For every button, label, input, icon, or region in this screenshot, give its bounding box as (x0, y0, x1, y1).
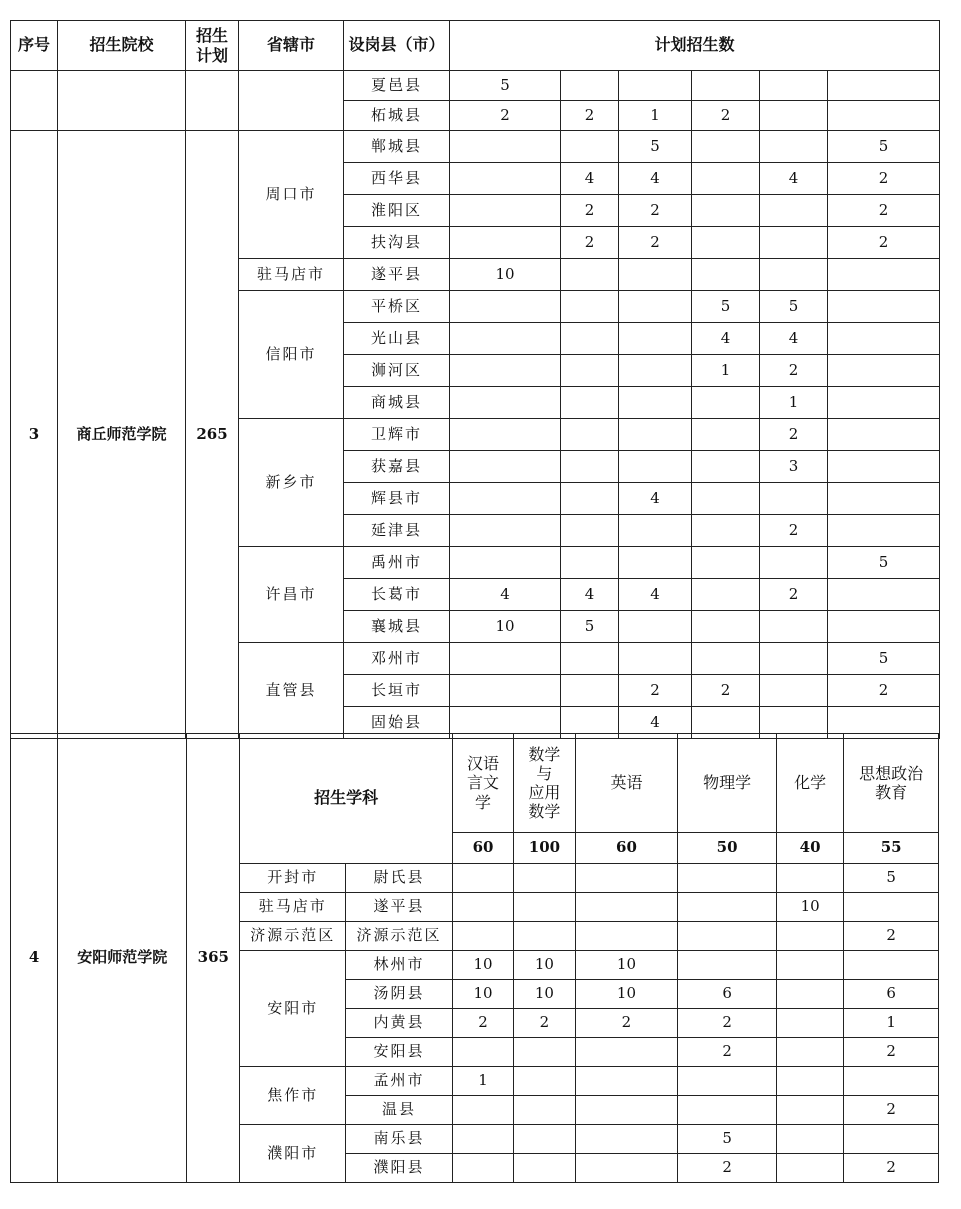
count-cell: 2 (828, 195, 940, 227)
count-cell: 2 (844, 1096, 939, 1125)
count-cell: 4 (760, 163, 828, 195)
count-cell: 2 (575, 1009, 678, 1038)
subject-quota: 60 (452, 833, 513, 864)
count-cell (514, 1096, 575, 1125)
count-cell: 2 (760, 419, 828, 451)
count-cell: 6 (678, 980, 777, 1009)
header-row (11, 21, 940, 71)
county-cell: 南乐县 (346, 1125, 453, 1154)
count-cell (561, 515, 619, 547)
county-cell: 固始县 (344, 707, 450, 739)
count-cell (561, 451, 619, 483)
count-cell: 4 (760, 323, 828, 355)
county-cell: 襄城县 (344, 611, 450, 643)
count-cell (678, 864, 777, 893)
count-cell (776, 1154, 843, 1183)
county-cell: 柘城县 (344, 101, 450, 131)
count-cell (452, 1038, 513, 1067)
county-cell: 遂平县 (346, 893, 453, 922)
count-cell (450, 387, 561, 419)
count-cell: 10 (575, 951, 678, 980)
count-cell: 10 (450, 259, 561, 291)
count-cell (760, 483, 828, 515)
count-cell (575, 1154, 678, 1183)
count-cell: 6 (844, 980, 939, 1009)
count-cell (514, 1038, 575, 1067)
count-cell (561, 355, 619, 387)
count-cell (561, 259, 619, 291)
count-cell (450, 163, 561, 195)
count-cell (450, 131, 561, 163)
count-cell: 2 (619, 675, 692, 707)
count-cell (619, 355, 692, 387)
count-cell (561, 387, 619, 419)
count-cell (828, 387, 940, 419)
count-cell (678, 1067, 777, 1096)
city-cell: 濮阳市 (240, 1125, 346, 1183)
county-cell: 卫辉市 (344, 419, 450, 451)
count-cell (776, 1038, 843, 1067)
count-cell (575, 893, 678, 922)
count-cell: 2 (678, 1154, 777, 1183)
subject-name: 思想政治 教育 (844, 734, 939, 833)
count-cell (561, 419, 619, 451)
subject-name: 化学 (776, 734, 843, 833)
plan-total: 265 (186, 131, 239, 739)
count-cell (450, 291, 561, 323)
count-cell (514, 864, 575, 893)
subjects-label: 招生学科 (240, 734, 452, 864)
count-cell (619, 387, 692, 419)
count-cell (452, 1096, 513, 1125)
count-cell: 2 (561, 227, 619, 259)
county-cell: 济源示范区 (346, 922, 453, 951)
count-cell (776, 922, 843, 951)
subject-name: 数学 与 应用 数学 (514, 734, 575, 833)
count-cell (776, 1067, 843, 1096)
count-cell: 2 (828, 163, 940, 195)
county-cell: 汤阴县 (346, 980, 453, 1009)
count-cell (760, 101, 828, 131)
count-cell (561, 643, 619, 675)
county-cell: 扶沟县 (344, 227, 450, 259)
school-name: 安阳师范学院 (58, 734, 187, 1183)
subject-quota: 50 (678, 833, 777, 864)
count-cell (450, 483, 561, 515)
plan-table-upper (10, 20, 940, 739)
count-cell (575, 1096, 678, 1125)
count-cell (828, 579, 940, 611)
count-cell (561, 291, 619, 323)
count-cell (619, 451, 692, 483)
count-cell (776, 1009, 843, 1038)
count-cell: 2 (760, 515, 828, 547)
header-city: 省辖市 (239, 21, 344, 71)
count-cell (776, 1096, 843, 1125)
count-cell (678, 922, 777, 951)
count-cell (575, 864, 678, 893)
count-cell (450, 451, 561, 483)
count-cell (450, 195, 561, 227)
count-cell (692, 163, 760, 195)
count-cell: 10 (514, 951, 575, 980)
count-cell (692, 515, 760, 547)
count-cell (828, 291, 940, 323)
count-cell (692, 71, 760, 101)
count-cell: 1 (619, 101, 692, 131)
count-cell (760, 71, 828, 101)
count-cell: 1 (760, 387, 828, 419)
count-cell: 2 (692, 101, 760, 131)
count-cell (760, 675, 828, 707)
count-cell (575, 1125, 678, 1154)
city-cell: 许昌市 (239, 547, 344, 643)
school-cell (58, 71, 186, 131)
count-cell (828, 451, 940, 483)
count-cell: 10 (514, 980, 575, 1009)
subject-quota: 40 (776, 833, 843, 864)
header-plan: 招生 计划 (186, 21, 239, 71)
count-cell (760, 643, 828, 675)
count-cell (450, 227, 561, 259)
count-cell: 5 (561, 611, 619, 643)
count-cell (844, 1125, 939, 1154)
county-cell: 濮阳县 (346, 1154, 453, 1183)
county-cell: 禹州市 (344, 547, 450, 579)
city-cell (239, 71, 344, 131)
county-cell: 获嘉县 (344, 451, 450, 483)
count-cell (776, 951, 843, 980)
count-cell (561, 71, 619, 101)
school-name: 商丘师范学院 (58, 131, 186, 739)
county-cell: 温县 (346, 1096, 453, 1125)
county-cell: 辉县市 (344, 483, 450, 515)
count-cell: 4 (619, 707, 692, 739)
count-cell (692, 483, 760, 515)
count-cell (828, 101, 940, 131)
count-cell (514, 1154, 575, 1183)
count-cell (692, 579, 760, 611)
county-cell: 长垣市 (344, 675, 450, 707)
subject-name: 汉语 言文 学 (452, 734, 513, 833)
count-cell (692, 547, 760, 579)
count-cell (514, 922, 575, 951)
count-cell: 2 (760, 355, 828, 387)
count-cell: 5 (619, 131, 692, 163)
count-cell (692, 259, 760, 291)
count-cell (760, 259, 828, 291)
count-cell (678, 1096, 777, 1125)
county-cell: 孟州市 (346, 1067, 453, 1096)
count-cell: 5 (844, 864, 939, 893)
subject-name: 物理学 (678, 734, 777, 833)
count-cell (760, 547, 828, 579)
count-cell (692, 451, 760, 483)
count-cell: 2 (514, 1009, 575, 1038)
table-row (11, 131, 940, 163)
subject-quota: 55 (844, 833, 939, 864)
count-cell: 2 (678, 1009, 777, 1038)
count-cell (575, 1038, 678, 1067)
count-cell: 2 (452, 1009, 513, 1038)
plan-table-lower (10, 733, 939, 1183)
count-cell (828, 483, 940, 515)
count-cell (692, 611, 760, 643)
count-cell: 1 (844, 1009, 939, 1038)
count-cell: 2 (828, 675, 940, 707)
count-cell (619, 259, 692, 291)
county-cell: 西华县 (344, 163, 450, 195)
count-cell (561, 323, 619, 355)
count-cell (692, 227, 760, 259)
count-cell (828, 355, 940, 387)
count-cell (828, 71, 940, 101)
count-cell: 2 (828, 227, 940, 259)
count-cell (514, 1067, 575, 1096)
count-cell (760, 227, 828, 259)
seq-cell: 3 (11, 131, 58, 739)
count-cell (692, 643, 760, 675)
count-cell: 5 (828, 547, 940, 579)
table-row (11, 71, 940, 101)
city-cell: 济源示范区 (240, 922, 346, 951)
subject-quota: 60 (575, 833, 678, 864)
county-cell: 夏邑县 (344, 71, 450, 101)
count-cell: 1 (692, 355, 760, 387)
count-cell: 1 (452, 1067, 513, 1096)
count-cell (828, 611, 940, 643)
count-cell (619, 419, 692, 451)
count-cell: 5 (450, 71, 561, 101)
county-cell: 光山县 (344, 323, 450, 355)
city-cell: 直管县 (239, 643, 344, 739)
count-cell (450, 419, 561, 451)
count-cell: 5 (828, 643, 940, 675)
county-cell: 延津县 (344, 515, 450, 547)
subject-quota: 100 (514, 833, 575, 864)
count-cell: 2 (692, 675, 760, 707)
count-cell (452, 1125, 513, 1154)
county-cell: 浉河区 (344, 355, 450, 387)
plan-total: 365 (187, 734, 240, 1183)
count-cell (760, 195, 828, 227)
count-cell (776, 1125, 843, 1154)
count-cell: 5 (760, 291, 828, 323)
count-cell (776, 864, 843, 893)
city-cell: 新乡市 (239, 419, 344, 547)
header-counts: 计划招生数 (450, 21, 940, 71)
county-cell: 长葛市 (344, 579, 450, 611)
city-cell: 开封市 (240, 864, 346, 893)
count-cell (450, 355, 561, 387)
count-cell: 4 (450, 579, 561, 611)
count-cell: 10 (776, 893, 843, 922)
count-cell: 3 (760, 451, 828, 483)
count-cell: 4 (619, 163, 692, 195)
count-cell: 2 (619, 227, 692, 259)
count-cell (692, 387, 760, 419)
count-cell: 10 (452, 951, 513, 980)
county-cell: 淮阳区 (344, 195, 450, 227)
count-cell (844, 1067, 939, 1096)
count-cell (844, 951, 939, 980)
count-cell (760, 611, 828, 643)
count-cell (844, 893, 939, 922)
count-cell: 4 (561, 163, 619, 195)
plan-cell (186, 71, 239, 131)
city-cell: 驻马店市 (240, 893, 346, 922)
seq-cell: 4 (11, 734, 58, 1183)
count-cell: 10 (450, 611, 561, 643)
city-cell: 安阳市 (240, 951, 346, 1067)
count-cell (692, 195, 760, 227)
count-cell (619, 291, 692, 323)
city-cell: 信阳市 (239, 291, 344, 419)
count-cell (828, 419, 940, 451)
count-cell: 4 (692, 323, 760, 355)
city-cell: 焦作市 (240, 1067, 346, 1125)
count-cell: 2 (561, 195, 619, 227)
county-cell: 内黄县 (346, 1009, 453, 1038)
count-cell: 2 (450, 101, 561, 131)
count-cell: 10 (575, 980, 678, 1009)
count-cell (452, 864, 513, 893)
count-cell: 5 (692, 291, 760, 323)
count-cell (678, 893, 777, 922)
count-cell (561, 483, 619, 515)
count-cell (760, 131, 828, 163)
count-cell (619, 323, 692, 355)
count-cell (619, 643, 692, 675)
county-cell: 安阳县 (346, 1038, 453, 1067)
count-cell: 4 (561, 579, 619, 611)
count-cell (452, 1154, 513, 1183)
count-cell: 2 (760, 579, 828, 611)
count-cell (828, 515, 940, 547)
count-cell (452, 893, 513, 922)
count-cell (450, 547, 561, 579)
count-cell: 5 (678, 1125, 777, 1154)
count-cell: 2 (844, 922, 939, 951)
county-cell: 尉氏县 (346, 864, 453, 893)
county-cell: 遂平县 (344, 259, 450, 291)
count-cell (575, 1067, 678, 1096)
header-seq: 序号 (11, 21, 58, 71)
count-cell (619, 71, 692, 101)
count-cell (828, 259, 940, 291)
city-cell: 驻马店市 (239, 259, 344, 291)
count-cell (828, 323, 940, 355)
count-cell (692, 131, 760, 163)
count-cell (619, 547, 692, 579)
subject-name: 英语 (575, 734, 678, 833)
header-county: 设岗县（市） (344, 21, 450, 71)
count-cell (692, 419, 760, 451)
count-cell (561, 131, 619, 163)
count-cell (450, 643, 561, 675)
count-cell (514, 1125, 575, 1154)
count-cell (561, 675, 619, 707)
city-cell: 周口市 (239, 131, 344, 259)
county-cell: 商城县 (344, 387, 450, 419)
count-cell: 10 (452, 980, 513, 1009)
count-cell (561, 547, 619, 579)
count-cell: 2 (844, 1154, 939, 1183)
county-cell: 邓州市 (344, 643, 450, 675)
header-school: 招生院校 (58, 21, 186, 71)
count-cell: 4 (619, 579, 692, 611)
seq-cell (11, 71, 58, 131)
count-cell: 2 (844, 1038, 939, 1067)
subject-row (11, 734, 939, 833)
count-cell (619, 611, 692, 643)
count-cell: 2 (561, 101, 619, 131)
count-cell (450, 515, 561, 547)
county-cell: 郸城县 (344, 131, 450, 163)
count-cell (452, 922, 513, 951)
count-cell (450, 675, 561, 707)
count-cell (678, 951, 777, 980)
count-cell: 2 (619, 195, 692, 227)
count-cell (619, 515, 692, 547)
count-cell (514, 893, 575, 922)
county-cell: 林州市 (346, 951, 453, 980)
count-cell (776, 980, 843, 1009)
count-cell (450, 323, 561, 355)
count-cell: 5 (828, 131, 940, 163)
count-cell: 4 (619, 483, 692, 515)
count-cell: 2 (678, 1038, 777, 1067)
count-cell (575, 922, 678, 951)
county-cell: 平桥区 (344, 291, 450, 323)
